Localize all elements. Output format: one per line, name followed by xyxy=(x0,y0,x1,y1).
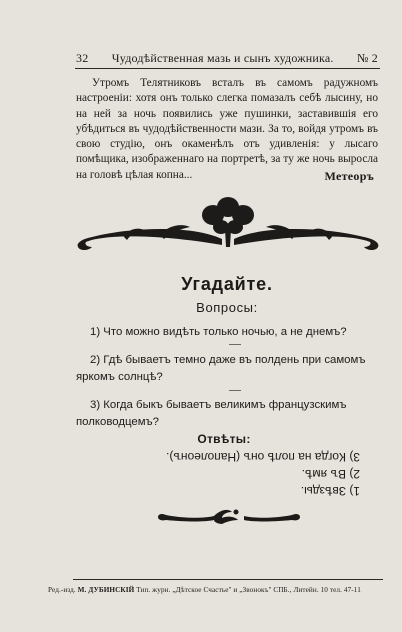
ornament-right-sweep xyxy=(234,229,378,250)
editor-name: М. ДУБИНСКІЙ xyxy=(77,586,135,594)
answer-2: 2) Въ ямѣ. xyxy=(301,467,360,481)
question-3: 3) Когда быкъ бываетъ великимъ французскимъ полководцемъ? xyxy=(76,399,347,428)
answer-1: 1) Звѣзды. xyxy=(300,484,360,498)
ornament-curl xyxy=(370,243,376,249)
ornament-bar-left xyxy=(158,514,214,522)
footer-rule xyxy=(73,579,383,580)
ornament-petal xyxy=(217,197,239,217)
author-signature: Метеоръ xyxy=(324,169,374,183)
page-number: 32 xyxy=(76,51,89,65)
puzzle-title: Угадайте. xyxy=(181,274,273,294)
answers-heading: Отвѣты: xyxy=(197,432,251,446)
ornament-curl xyxy=(80,243,86,249)
story-paragraph: Утромъ Телятниковъ всталъ въ самомъ радужномъ настроеніи: хотя онъ только слегка помазалъ себѣ лысину, но на ней за ночь появились уже пушинки, заставившія его убѣдиться въ чудодѣйственности мази. За то, войдя утромъ въ свою студію, онъ окаменѣлъ отъ удивленія: у лысаго помѣщика, изображеннаго на портретѣ, за ту же ночь выросла на головѣ цѣлая копна... xyxy=(76,77,378,181)
question-2: 2) Гдѣ бываетъ темно даже въ полдень при самомъ яркомъ солнцѣ? xyxy=(76,354,366,383)
story-text xyxy=(76,76,378,183)
bottom-ornament xyxy=(156,506,302,528)
page-header xyxy=(76,51,378,66)
ornament-stem xyxy=(225,229,231,247)
separator-dash xyxy=(229,344,241,345)
answer-3: 3) Когда на полѣ онъ (Наполеонъ). xyxy=(166,450,360,464)
questions-heading: Вопросы: xyxy=(196,300,258,315)
imprint-text: Тип. журн. „Дѣтское Счастье" и „Звонокъ" СПБ., Литейн. 10 тел. 47-11 xyxy=(136,586,361,594)
ornament-bar-right xyxy=(244,514,300,522)
ornament-left-sweep xyxy=(78,229,222,250)
imprint-footer xyxy=(48,586,390,594)
running-title: Чудодѣйственная мазь и сынъ художника. xyxy=(111,51,334,65)
separator-dash xyxy=(229,390,241,391)
imprint-prefix: Ред.-изд. xyxy=(48,586,76,594)
header-rule xyxy=(75,68,380,69)
upside-down-answers xyxy=(150,448,360,499)
question-1: 1) Что можно видѣть только ночью, а не днемъ? xyxy=(90,326,347,338)
issue-number: № 2 xyxy=(356,51,378,65)
ornament-dot xyxy=(234,510,239,515)
floral-ornament xyxy=(72,197,384,257)
